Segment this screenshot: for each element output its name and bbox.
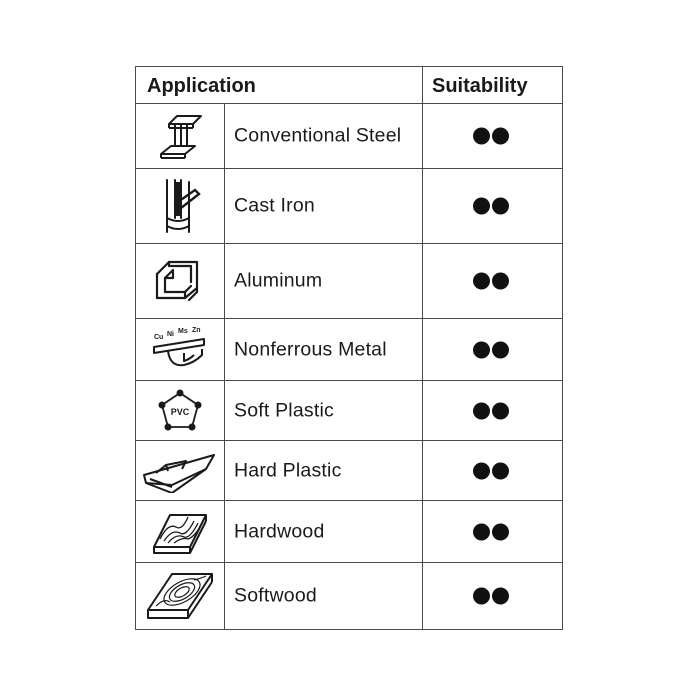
icon-divider (224, 441, 225, 500)
row-label: Cast Iron (234, 194, 315, 217)
row-label: Aluminum (234, 269, 323, 292)
suitability-rating (473, 462, 509, 479)
suitability-rating (473, 588, 509, 605)
row-label: Softwood (234, 584, 317, 607)
row-label: Soft Plastic (234, 399, 334, 421)
table-header (136, 67, 562, 104)
suitability-table (135, 66, 563, 630)
hardwood-plank-icon (140, 501, 220, 562)
aluminum-profile-icon (140, 244, 220, 318)
icon-divider (224, 319, 225, 380)
softwood-plank-icon (140, 563, 220, 629)
pvc-molecule-icon (140, 381, 220, 440)
rating-dot (492, 462, 509, 479)
icon-divider (224, 381, 225, 440)
table-row (136, 169, 562, 244)
suitability-rating (473, 128, 509, 145)
suitability-rating (473, 523, 509, 540)
rating-dot (473, 402, 490, 419)
svg-text:Zn: Zn (192, 326, 201, 334)
rating-dot (473, 128, 490, 145)
table-row (136, 381, 562, 441)
cast-iron-pipe-icon (140, 169, 220, 243)
table-row (136, 319, 562, 381)
table-row (136, 501, 562, 563)
rating-dot (492, 341, 509, 358)
speedboat-icon (140, 441, 220, 500)
table-row (136, 104, 562, 169)
rating-dot (473, 273, 490, 290)
header-application: Application (147, 75, 256, 97)
rating-dot (492, 588, 509, 605)
svg-text:PVC: PVC (170, 406, 190, 417)
rating-dot (492, 402, 509, 419)
rating-dot (473, 588, 490, 605)
suitability-rating (473, 402, 509, 419)
icon-divider (224, 563, 225, 629)
row-label: Conventional Steel (234, 124, 402, 147)
icon-divider (224, 104, 225, 168)
table-row (136, 563, 562, 629)
icon-divider (224, 244, 225, 318)
icon-divider (224, 169, 225, 243)
header-suitability: Suitability (432, 75, 528, 97)
table-row (136, 244, 562, 319)
row-label: Hardwood (234, 520, 325, 542)
svg-text:Ms: Ms (178, 327, 188, 335)
suitability-rating (473, 341, 509, 358)
row-label: Nonferrous Metal (234, 338, 387, 360)
rating-dot (473, 341, 490, 358)
rating-dot (492, 273, 509, 290)
steel-i-beam-icon (140, 104, 220, 168)
row-label: Hard Plastic (234, 459, 342, 481)
svg-text:Cu: Cu (154, 333, 164, 341)
rating-dot (492, 128, 509, 145)
suitability-rating (473, 198, 509, 215)
rating-dot (473, 523, 490, 540)
nonferrous-metal-icon (140, 319, 220, 380)
suitability-rating (473, 273, 509, 290)
rating-dot (492, 523, 509, 540)
svg-text:Ni: Ni (167, 330, 174, 338)
rating-dot (473, 462, 490, 479)
rating-dot (473, 198, 490, 215)
rating-dot (492, 198, 509, 215)
table-row (136, 441, 562, 501)
icon-divider (224, 501, 225, 562)
